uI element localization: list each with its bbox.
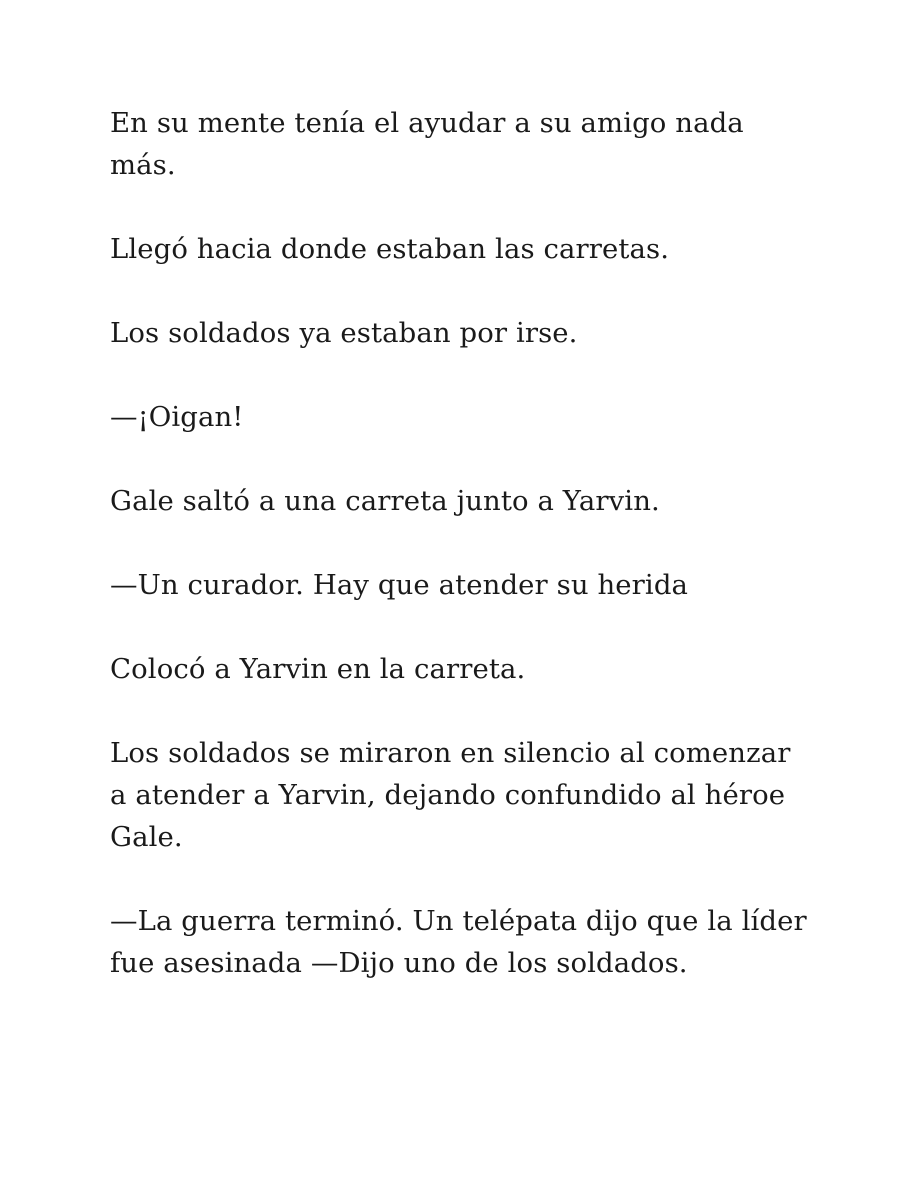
paragraph-5: Gale saltó a una carreta junto a Yarvin. <box>110 485 660 517</box>
paragraph-3: Los soldados ya estaban por irse. <box>110 317 578 349</box>
paragraph-1: En su mente tenía el ayudar a su amigo nada más. <box>110 107 744 181</box>
paragraph-7: Colocó a Yarvin en la carreta. <box>110 653 526 685</box>
paragraph-4: —¡Oigan! <box>110 401 244 433</box>
paragraph-6: —Un curador. Hay que atender su herida <box>110 569 689 601</box>
paragraph-8: Los soldados se miraron en silencio al comenzar a atender a Yarvin, dejando confundido al héroe Gale. <box>110 737 791 853</box>
document-page <box>110 102 810 984</box>
paragraph-9: —La guerra terminó. Un telépata dijo que la líder fue asesinada —Dijo uno de los soldados. <box>110 905 807 979</box>
paragraph-2: Llegó hacia donde estaban las carretas. <box>110 233 670 265</box>
